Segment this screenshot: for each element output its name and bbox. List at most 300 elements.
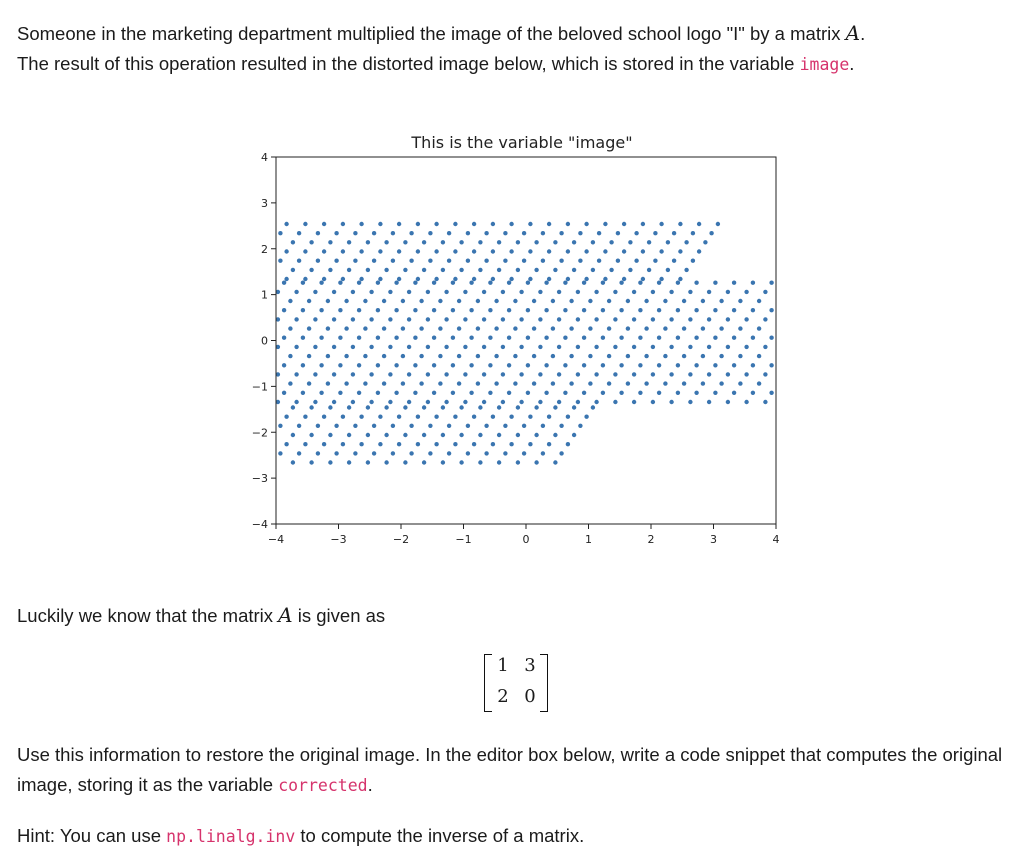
scatter-point [763, 372, 767, 376]
matrix-cell: 1 [497, 655, 509, 676]
scatter-point [726, 372, 730, 376]
scatter-point [619, 281, 623, 285]
matrix-intro-symbol: A [278, 603, 293, 627]
scatter-point [316, 259, 320, 263]
scatter-point [626, 354, 630, 358]
scatter-point [384, 268, 388, 272]
scatter-point [563, 281, 567, 285]
scatter-point [438, 326, 442, 330]
scatter-point [338, 336, 342, 340]
scatter-point [601, 336, 605, 340]
scatter-point [541, 451, 545, 455]
scatter-point [557, 290, 561, 294]
scatter-point [601, 308, 605, 312]
scatter-point [432, 363, 436, 367]
scatter-point [684, 240, 688, 244]
scatter-point [338, 281, 342, 285]
scatter-point [713, 391, 717, 395]
scatter-point [659, 277, 663, 281]
scatter-point [626, 326, 630, 330]
scatter-point [297, 259, 301, 263]
scatter-point [482, 290, 486, 294]
scatter-point [628, 240, 632, 244]
scatter-point [328, 460, 332, 464]
scatter-point [488, 308, 492, 312]
scatter-point [666, 268, 670, 272]
scatter-point [407, 317, 411, 321]
scatter-point [528, 442, 532, 446]
scatter-point [672, 231, 676, 235]
scatter-point [519, 317, 523, 321]
scatter-point [707, 400, 711, 404]
scatter-point [716, 222, 720, 226]
scatter-point [576, 317, 580, 321]
scatter-point [738, 381, 742, 385]
scatter-point [422, 268, 426, 272]
scatter-point [326, 354, 330, 358]
scatter-point [409, 259, 413, 263]
scatter-point [416, 442, 420, 446]
scatter-point [659, 222, 663, 226]
scatter-point [482, 317, 486, 321]
scatter-point [569, 354, 573, 358]
scatter-point [522, 424, 526, 428]
scatter-point [322, 277, 326, 281]
scatter-point [584, 277, 588, 281]
scatter-point [732, 363, 736, 367]
scatter-point [544, 336, 548, 340]
scatter-point [459, 240, 463, 244]
scatter-point [557, 345, 561, 349]
scatter-point [341, 277, 345, 281]
scatter-point [582, 281, 586, 285]
scatter-point [422, 433, 426, 437]
scatter-point [388, 400, 392, 404]
scatter-point [463, 345, 467, 349]
scatter-point [303, 415, 307, 419]
scatter-point [382, 381, 386, 385]
scatter-point [544, 363, 548, 367]
scatter-point [403, 433, 407, 437]
scatter-point [284, 222, 288, 226]
scatter-point [613, 372, 617, 376]
scatter-point [701, 354, 705, 358]
scatter-point [769, 281, 773, 285]
scatter-point [291, 460, 295, 464]
scatter-point [547, 277, 551, 281]
scatter-point [378, 442, 382, 446]
scatter-point [638, 391, 642, 395]
scatter-point [597, 259, 601, 263]
scatter-point [394, 281, 398, 285]
scatter-point [466, 231, 470, 235]
scatter-point [572, 405, 576, 409]
scatter-point [301, 391, 305, 395]
scatter-point [351, 290, 355, 294]
scatter-point [416, 249, 420, 253]
scatter-point [391, 231, 395, 235]
scatter-point [532, 354, 536, 358]
scatter-point [541, 231, 545, 235]
scatter-point [359, 442, 363, 446]
y-tick-label: 1 [261, 288, 268, 302]
scatter-point [576, 345, 580, 349]
scatter-point [744, 290, 748, 294]
scatter-point [369, 290, 373, 294]
scatter-point [363, 354, 367, 358]
scatter-point [584, 415, 588, 419]
scatter-point [376, 391, 380, 395]
scatter-point [616, 259, 620, 263]
scatter-point [332, 372, 336, 376]
scatter-point [516, 460, 520, 464]
scatter-point [657, 281, 661, 285]
scatter-point [707, 317, 711, 321]
scatter-point [751, 308, 755, 312]
scatter-point [384, 460, 388, 464]
scatter-point [732, 281, 736, 285]
scatter-point [366, 433, 370, 437]
scatter-point [503, 259, 507, 263]
scatter-point [391, 259, 395, 263]
scatter-point [597, 231, 601, 235]
scatter-point [703, 240, 707, 244]
scatter-point [363, 381, 367, 385]
scatter-point [609, 240, 613, 244]
scatter-point [372, 424, 376, 428]
scatter-point [547, 415, 551, 419]
scatter-point [466, 451, 470, 455]
scatter-point [472, 222, 476, 226]
scatter-point [328, 405, 332, 409]
scatter-point [619, 308, 623, 312]
scatter-point [632, 400, 636, 404]
scatter-point [563, 391, 567, 395]
scatter-point [478, 240, 482, 244]
scatter-point [763, 345, 767, 349]
scatter-point [507, 281, 511, 285]
scatter-point [691, 231, 695, 235]
scatter-point [482, 400, 486, 404]
scatter-point [547, 249, 551, 253]
scatter-point [528, 415, 532, 419]
scatter-point [666, 240, 670, 244]
scatter-point [682, 381, 686, 385]
scatter-point [319, 336, 323, 340]
scatter-point [384, 240, 388, 244]
scatter-point [663, 381, 667, 385]
scatter-point [709, 231, 713, 235]
scatter-point [482, 372, 486, 376]
scatter-point [441, 240, 445, 244]
scatter-point [451, 308, 455, 312]
matrix-cell: 3 [524, 655, 536, 676]
scatter-point [488, 336, 492, 340]
scatter-point [469, 281, 473, 285]
scatter-points [276, 222, 774, 465]
scatter-point [444, 372, 448, 376]
scatter-figure [236, 126, 796, 556]
scatter-point [513, 354, 517, 358]
scatter-point [357, 336, 361, 340]
scatter-point [453, 277, 457, 281]
scatter-point [297, 424, 301, 428]
scatter-point [397, 249, 401, 253]
scatter-point [744, 317, 748, 321]
scatter-point [544, 281, 548, 285]
scatter-point [463, 290, 467, 294]
scatter-point [291, 268, 295, 272]
scatter-point [459, 405, 463, 409]
scatter-point [634, 231, 638, 235]
scatter-point [688, 290, 692, 294]
scatter-point [769, 391, 773, 395]
scatter-point [303, 249, 307, 253]
scatter-point [632, 372, 636, 376]
scatter-point [651, 317, 655, 321]
scatter-point [632, 290, 636, 294]
scatter-point [503, 451, 507, 455]
scatter-point [688, 372, 692, 376]
scatter-point [282, 391, 286, 395]
scatter-point [541, 259, 545, 263]
x-tick-label: 1 [585, 533, 592, 546]
scatter-point [294, 317, 298, 321]
scatter-point [284, 249, 288, 253]
scatter-point [434, 222, 438, 226]
scatter-point [572, 240, 576, 244]
scatter-point [707, 345, 711, 349]
scatter-point [326, 381, 330, 385]
scatter-point [522, 231, 526, 235]
scatter-point [353, 259, 357, 263]
scatter-point [351, 317, 355, 321]
scatter-point [566, 442, 570, 446]
scatter-point [369, 345, 373, 349]
scatter-point [547, 222, 551, 226]
scatter-point [372, 451, 376, 455]
scatter-point [688, 345, 692, 349]
scatter-point [651, 400, 655, 404]
scatter-point [619, 336, 623, 340]
scatter-point [322, 442, 326, 446]
scatter-point [313, 400, 317, 404]
scatter-point [676, 281, 680, 285]
scatter-point [316, 424, 320, 428]
scatter-point [657, 363, 661, 367]
scatter-point [738, 299, 742, 303]
scatter-point [757, 354, 761, 358]
scatter-point [301, 363, 305, 367]
scatter-point [391, 424, 395, 428]
scatter-point [566, 277, 570, 281]
scatter-point [644, 354, 648, 358]
scatter-point [526, 308, 530, 312]
scatter-point [282, 281, 286, 285]
scatter-point [413, 363, 417, 367]
scatter-point [378, 415, 382, 419]
scatter-point [563, 308, 567, 312]
scatter-point [351, 345, 355, 349]
scatter-point [603, 249, 607, 253]
scatter-point [732, 308, 736, 312]
scatter-point [569, 326, 573, 330]
scatter-point [284, 442, 288, 446]
scatter-point [757, 381, 761, 385]
scatter-point [638, 308, 642, 312]
scatter-point [553, 405, 557, 409]
scatter-point [401, 381, 405, 385]
scatter-point [563, 363, 567, 367]
scatter-point [426, 400, 430, 404]
scatter-point [426, 290, 430, 294]
scatter-point [457, 354, 461, 358]
scatter-point [457, 299, 461, 303]
scatter-point [501, 317, 505, 321]
scatter-point [332, 290, 336, 294]
scatter-point [576, 400, 580, 404]
x-tick-label: 0 [522, 533, 530, 546]
scatter-point [557, 317, 561, 321]
scatter-point [757, 299, 761, 303]
scatter-point [309, 240, 313, 244]
scatter-point [432, 391, 436, 395]
scatter-point [434, 277, 438, 281]
scatter-point [513, 381, 517, 385]
scatter-point [303, 222, 307, 226]
scatter-point [376, 281, 380, 285]
matrix-a [482, 652, 550, 714]
scatter-point [676, 391, 680, 395]
scatter-point [394, 308, 398, 312]
scatter-point [344, 299, 348, 303]
y-tick-label: −2 [251, 426, 268, 440]
scatter-point [669, 317, 673, 321]
scatter-point [282, 336, 286, 340]
scatter-point [516, 405, 520, 409]
scatter-point [341, 249, 345, 253]
scatter-point [372, 231, 376, 235]
scatter-point [401, 326, 405, 330]
hint-end: to compute the inverse of a matrix. [295, 825, 585, 846]
matrix-intro-paragraph [17, 600, 385, 631]
scatter-point [707, 372, 711, 376]
scatter-point [407, 290, 411, 294]
scatter-point [394, 363, 398, 367]
scatter-point [432, 336, 436, 340]
scatter-point [357, 363, 361, 367]
scatter-point [453, 249, 457, 253]
scatter-point [303, 442, 307, 446]
scatter-point [501, 345, 505, 349]
scatter-point [359, 222, 363, 226]
scatter-point [594, 290, 598, 294]
scatter-point [453, 415, 457, 419]
scatter-point [378, 222, 382, 226]
scatter-point [769, 308, 773, 312]
scatter-point [416, 277, 420, 281]
scatter-point [444, 317, 448, 321]
scatter-point [491, 277, 495, 281]
scatter-point [357, 281, 361, 285]
scatter-point [313, 372, 317, 376]
scatter-point [332, 317, 336, 321]
scatter-point [347, 405, 351, 409]
scatter-point [638, 281, 642, 285]
scatter-point [366, 405, 370, 409]
scatter-point [519, 372, 523, 376]
scatter-point [382, 354, 386, 358]
scatter-point [601, 281, 605, 285]
scatter-point [701, 326, 705, 330]
scatter-point [326, 326, 330, 330]
scatter-point [388, 290, 392, 294]
chart-title: This is the variable "image" [411, 133, 633, 152]
scatter-point [451, 281, 455, 285]
scatter-point [659, 249, 663, 253]
scatter-point [384, 433, 388, 437]
scatter-point [582, 363, 586, 367]
scatter-point [494, 354, 498, 358]
scatter-point [476, 326, 480, 330]
scatter-point [434, 442, 438, 446]
scatter-point [526, 391, 530, 395]
scatter-point [378, 277, 382, 281]
scatter-point [691, 259, 695, 263]
scatter-point [482, 345, 486, 349]
scatter-point [388, 317, 392, 321]
scatter-point [582, 391, 586, 395]
scatter-point [507, 363, 511, 367]
scatter-point [678, 222, 682, 226]
scatter-point [407, 400, 411, 404]
scatter-point [369, 317, 373, 321]
scatter-point [359, 249, 363, 253]
scatter-point [553, 433, 557, 437]
scatter-point [284, 415, 288, 419]
scatter-point [516, 268, 520, 272]
scatter-point [319, 281, 323, 285]
scatter-point [472, 277, 476, 281]
scatter-point [653, 259, 657, 263]
scatter-point [544, 308, 548, 312]
scatter-point [669, 372, 673, 376]
scatter-point [307, 381, 311, 385]
scatter-point [578, 259, 582, 263]
scatter-point [678, 249, 682, 253]
scatter-point [559, 424, 563, 428]
scatter-point [438, 354, 442, 358]
scatter-point [572, 433, 576, 437]
scatter-point [319, 308, 323, 312]
scatter-point [763, 290, 767, 294]
scatter-point [351, 400, 355, 404]
scatter-point [719, 299, 723, 303]
scatter-point [684, 268, 688, 272]
scatter-point [501, 290, 505, 294]
scatter-point [291, 433, 295, 437]
scatter-point [294, 400, 298, 404]
scatter-point [426, 317, 430, 321]
scatter-point [407, 372, 411, 376]
matrix-cell: 0 [524, 686, 536, 707]
scatter-point [428, 451, 432, 455]
scatter-point [422, 405, 426, 409]
scatter-point [672, 259, 676, 263]
scatter-point [694, 336, 698, 340]
scatter-point [397, 277, 401, 281]
scatter-point [588, 326, 592, 330]
